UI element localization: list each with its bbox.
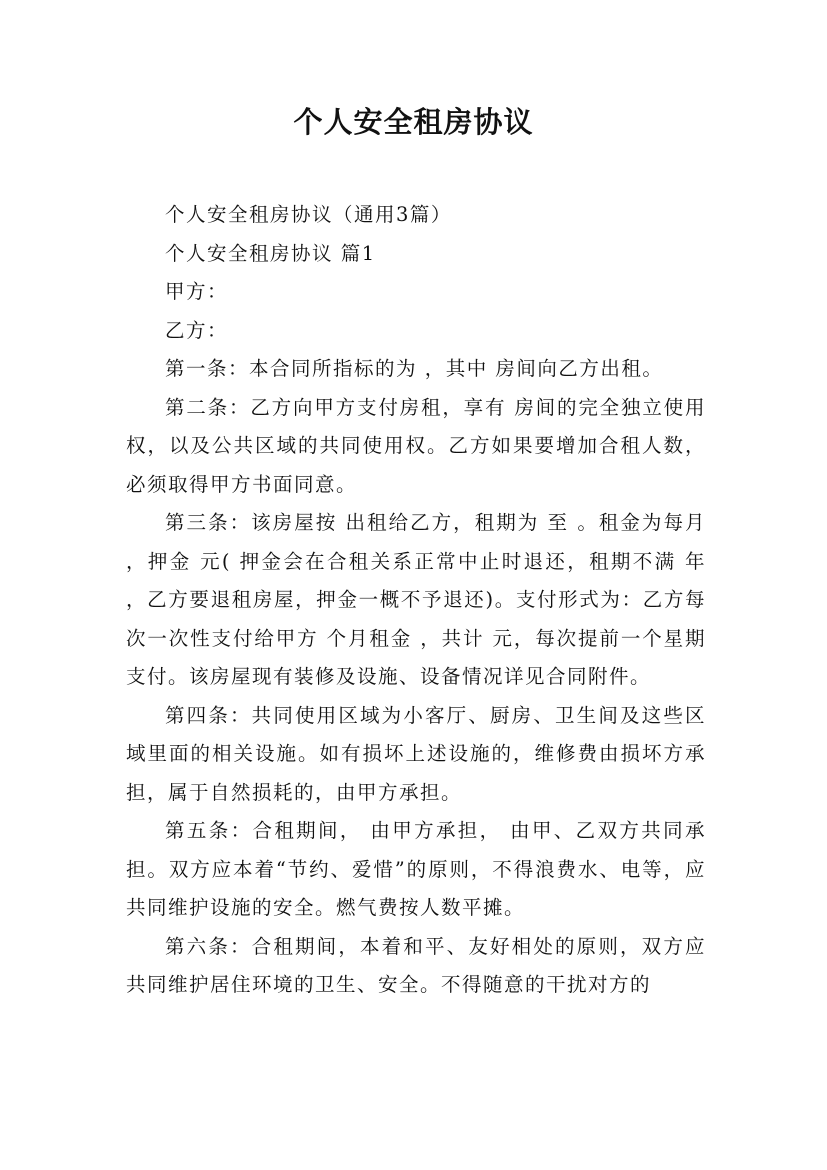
document-body — [126, 196, 706, 1005]
paragraph-article-3: 第三条：该房屋按 出租给乙方，租期为 至 。租金为每月 ，押金 元( 押金会在合租关系正常中止时退还，租期不满 年 ，乙方要退租房屋，押金一概不予退还)。支付形式为：乙方每次一次性支付给甲方 个月租金 ，共计 元，每次提前一个星期支付。该房屋现有装修及设施、设备情况详见合同附件。 — [126, 511, 706, 688]
paragraph-party-a: 甲方： — [165, 280, 229, 303]
paragraph-party-b: 乙方： — [165, 318, 229, 342]
paragraph-subtitle: 个人安全租房协议（通用3篇） — [165, 203, 452, 226]
paragraph-article-4: 第四条：共同使用区域为小客厅、厨房、卫生间及这些区域里面的相关设施。如有损坏上述设施的，维修费由损坏方承担，属于自然损耗的，由甲方承担。 — [126, 703, 706, 804]
paragraph-article-1: 第一条：本合同所指标的为 ，其中 房间向乙方出租。 — [165, 357, 664, 380]
paragraph-article-6: 第六条：合租期间，本着和平、友好相处的原则，双方应共同维护居住环境的卫生、安全。不得随意的干扰对方的 — [126, 934, 706, 996]
paragraph-article-5: 第五条：合租期间， 由甲方承担， 由甲、乙双方共同承担。双方应本着“节约、爱惜”的原则，不得浪费水、电等，应共同维护设施的安全。燃气费按人数平摊。 — [126, 819, 706, 919]
paragraph-section-heading: 个人安全租房协议 篇1 — [165, 241, 376, 265]
document-title: 个人安全租房协议 — [293, 105, 534, 139]
paragraph-article-2: 第二条：乙方向甲方支付房租，享有 房间的完全独立使用权，以及公共区域的共同使用权。乙方如果要增加合租人数，必须取得甲方书面同意。 — [126, 395, 706, 496]
